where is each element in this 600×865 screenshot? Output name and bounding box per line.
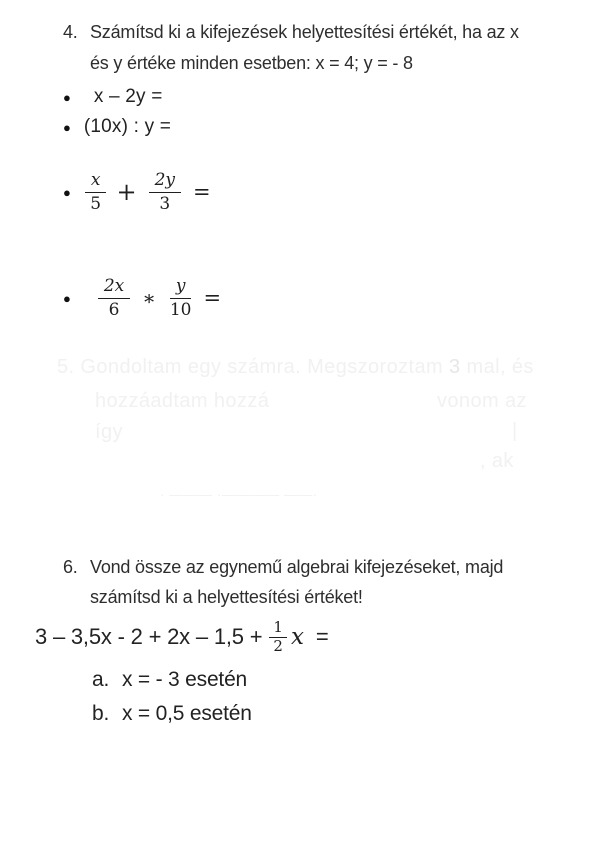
ghost-task5-line3: így	[95, 421, 123, 443]
fraction-expression-2	[63, 273, 221, 323]
bullet-item-1	[63, 86, 163, 108]
ghost-task5-line1: 5. Gondoltam egy számra. Megszoroztam 3 mal, és	[57, 356, 534, 378]
variable-x: x	[290, 624, 304, 650]
equals-sign: =	[315, 624, 329, 649]
task6-expression	[35, 612, 329, 662]
fraction-y-over-10: $\frac{y}{10}$	[169, 276, 192, 320]
expression-prefix: 3 – 3,5x - 2 + 2x – 1,5 +	[35, 624, 263, 649]
task6-prompt-line2: számítsd ki a helyettesítési értéket!	[90, 587, 363, 607]
bullet-icon: ●	[63, 290, 71, 306]
task6-prompt-line1: Vond össze az egynemű algebrai kifejezéseket, majd	[90, 557, 504, 577]
case-a-text: x = - 3 esetén	[122, 668, 248, 691]
bullet-item-2	[63, 116, 171, 138]
case-b-text: x = 0,5 esetén	[122, 702, 252, 725]
fraction-expression-1	[63, 168, 211, 216]
bullet-item-2-text: (10x) : y =	[83, 116, 172, 137]
fraction-2y-over-3: $\frac{2y}{3}$	[149, 170, 181, 214]
plus-operator: +	[116, 178, 137, 206]
case-b	[92, 702, 252, 726]
task6-header-line1	[63, 557, 583, 578]
ghost-task5-line4-right: , ak	[480, 450, 514, 472]
ghost-task5-line5: · ——— ·———— ——·	[160, 486, 318, 502]
fraction-2x-over-6: $\frac{2x}{6}$	[98, 276, 130, 320]
task6-number: 6.	[63, 557, 78, 577]
ghost-task5-line2: hozzáadtam hozzá	[95, 390, 270, 412]
bullet-item-1-text: x – 2y =	[93, 86, 163, 107]
case-a-label: a.	[92, 668, 110, 691]
task4-number: 4.	[63, 22, 78, 42]
bullet-icon: ●	[63, 184, 71, 200]
bullet-icon: ●	[63, 89, 71, 105]
case-b-label: b.	[92, 702, 110, 725]
equals-sign: =	[192, 180, 211, 204]
ghost-task5-line2-right: vonom az	[437, 390, 527, 412]
bullet-icon: ●	[63, 119, 71, 135]
task4-prompt-line1: Számítsd ki a kifejezések helyettesítési értékét, ha az x	[90, 22, 519, 42]
equals-sign: =	[203, 286, 222, 310]
task4-header-line1	[63, 22, 583, 43]
ghost-task5-line3-right: |	[512, 420, 518, 442]
multiply-operator: ∗	[142, 286, 156, 310]
case-a	[92, 668, 247, 692]
fraction-x-over-5: $\frac{x}{5}$	[85, 170, 107, 214]
fraction-1-over-2: $\frac{1}{2}$	[269, 619, 287, 656]
task4-prompt-line2: és y értéke minden esetben: x = 4; y = - 8	[90, 53, 413, 73]
